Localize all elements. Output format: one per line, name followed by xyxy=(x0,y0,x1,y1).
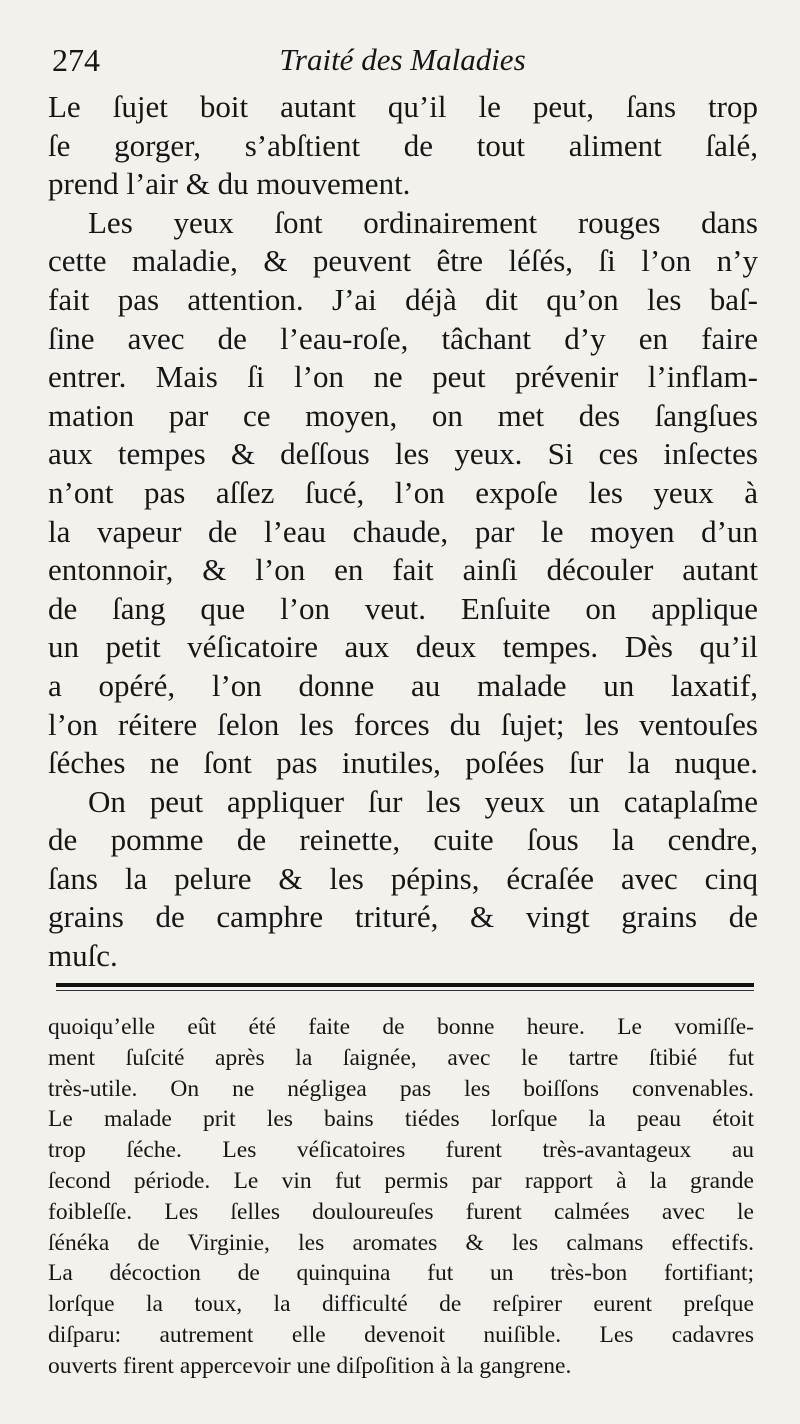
text-line: ſine avec de l’eau-roſe, tâchant d’y en faire xyxy=(48,320,758,356)
footnote-line: ouverts firent appercevoir une diſpoſition à la gangrene. xyxy=(48,1352,572,1379)
text-line: de ſang que l’on veut. Enſuite on applique xyxy=(48,590,758,626)
text-line: a opéré, l’on donne au malade un laxatif, xyxy=(48,667,758,703)
text-line: n’ont pas aſſez ſucé, l’on expoſe les yeux à xyxy=(48,474,758,510)
text-line: fait pas attention. J’ai déjà dit qu’on les baſ- xyxy=(48,281,758,317)
footnote-line: diſparu: autrement elle devenoit nuiſible. Les cadavres xyxy=(48,1321,754,1348)
text-line: la vapeur de l’eau chaude, par le moyen d’un xyxy=(48,513,758,549)
footnote-line: ſénéka de Virginie, les aromates & les calmans effectifs. xyxy=(48,1229,754,1256)
text-line: ſéches ne ſont pas inutiles, poſées ſur la nuque. xyxy=(48,745,758,781)
text-line: muſc. xyxy=(48,938,118,974)
footnote-line: très-utile. On ne négligea pas les boiſſons convenables. xyxy=(48,1075,754,1102)
text-line: On peut appliquer ſur les yeux un cataplaſme xyxy=(88,783,758,819)
text-line: un petit véſicatoire aux deux tempes. Dès qu’il xyxy=(48,629,758,665)
page-header xyxy=(50,42,755,86)
footnote-line: ſecond période. Le vin fut permis par rapport à la grande xyxy=(48,1167,754,1194)
text-line: mation par ce moyen, on met des ſangſues xyxy=(48,397,758,433)
text-line: entonnoir, & l’on en fait ainſi découler autant xyxy=(48,552,758,588)
footnote-line: trop ſéche. Les véſicatoires furent très-avantageux au xyxy=(48,1137,754,1164)
running-title: Traité des Maladies xyxy=(279,42,526,77)
footnote-line: La décoction de quinquina fut un très-bon fortifiant; xyxy=(48,1260,754,1287)
footnote-separator-rule xyxy=(56,983,754,987)
main-text xyxy=(48,88,758,976)
text-line: aux tempes & deſſous les yeux. Si ces inſectes xyxy=(48,436,758,472)
footnote-line: quoiqu’elle eût été faite de bonne heure. Le vomiſſe- xyxy=(48,1014,754,1040)
footnote-text xyxy=(48,1012,754,1382)
text-line: grains de camphre trituré, & vingt grains de xyxy=(48,899,758,935)
text-line: entrer. Mais ſi l’on ne peut prévenir l’inflam- xyxy=(48,359,758,395)
footnote-line: ment ſuſcité après la ſaignée, avec le tartre ſtibié fut xyxy=(48,1044,754,1071)
text-line: l’on réitere ſelon les forces du ſujet; les ventouſes xyxy=(48,706,758,742)
text-line: cette maladie, & peuvent être léſés, ſi l’on n’y xyxy=(48,243,758,279)
text-line: Le ſujet boit autant qu’il le peut, ſans trop xyxy=(48,89,758,124)
text-line: Les yeux ſont ordinairement rouges dans xyxy=(88,204,758,240)
page-number: 274 xyxy=(52,42,100,78)
text-line: ſans la pelure & les pépins, écraſée avec cinq xyxy=(48,860,758,896)
text-line: de pomme de reinette, cuite ſous la cendre, xyxy=(48,822,758,858)
text-line: prend l’air & du mouvement. xyxy=(48,166,411,202)
text-line: ſe gorger, s’abſtient de tout aliment ſalé, xyxy=(48,127,758,163)
footnote-line: Le malade prit les bains tiédes lorſque la peau étoit xyxy=(48,1106,754,1133)
footnote-line: foibleſſe. Les ſelles douloureuſes furent calmées avec le xyxy=(48,1198,754,1225)
footnote-line: lorſque la toux, la difficulté de reſpirer eurent preſque xyxy=(48,1291,754,1318)
